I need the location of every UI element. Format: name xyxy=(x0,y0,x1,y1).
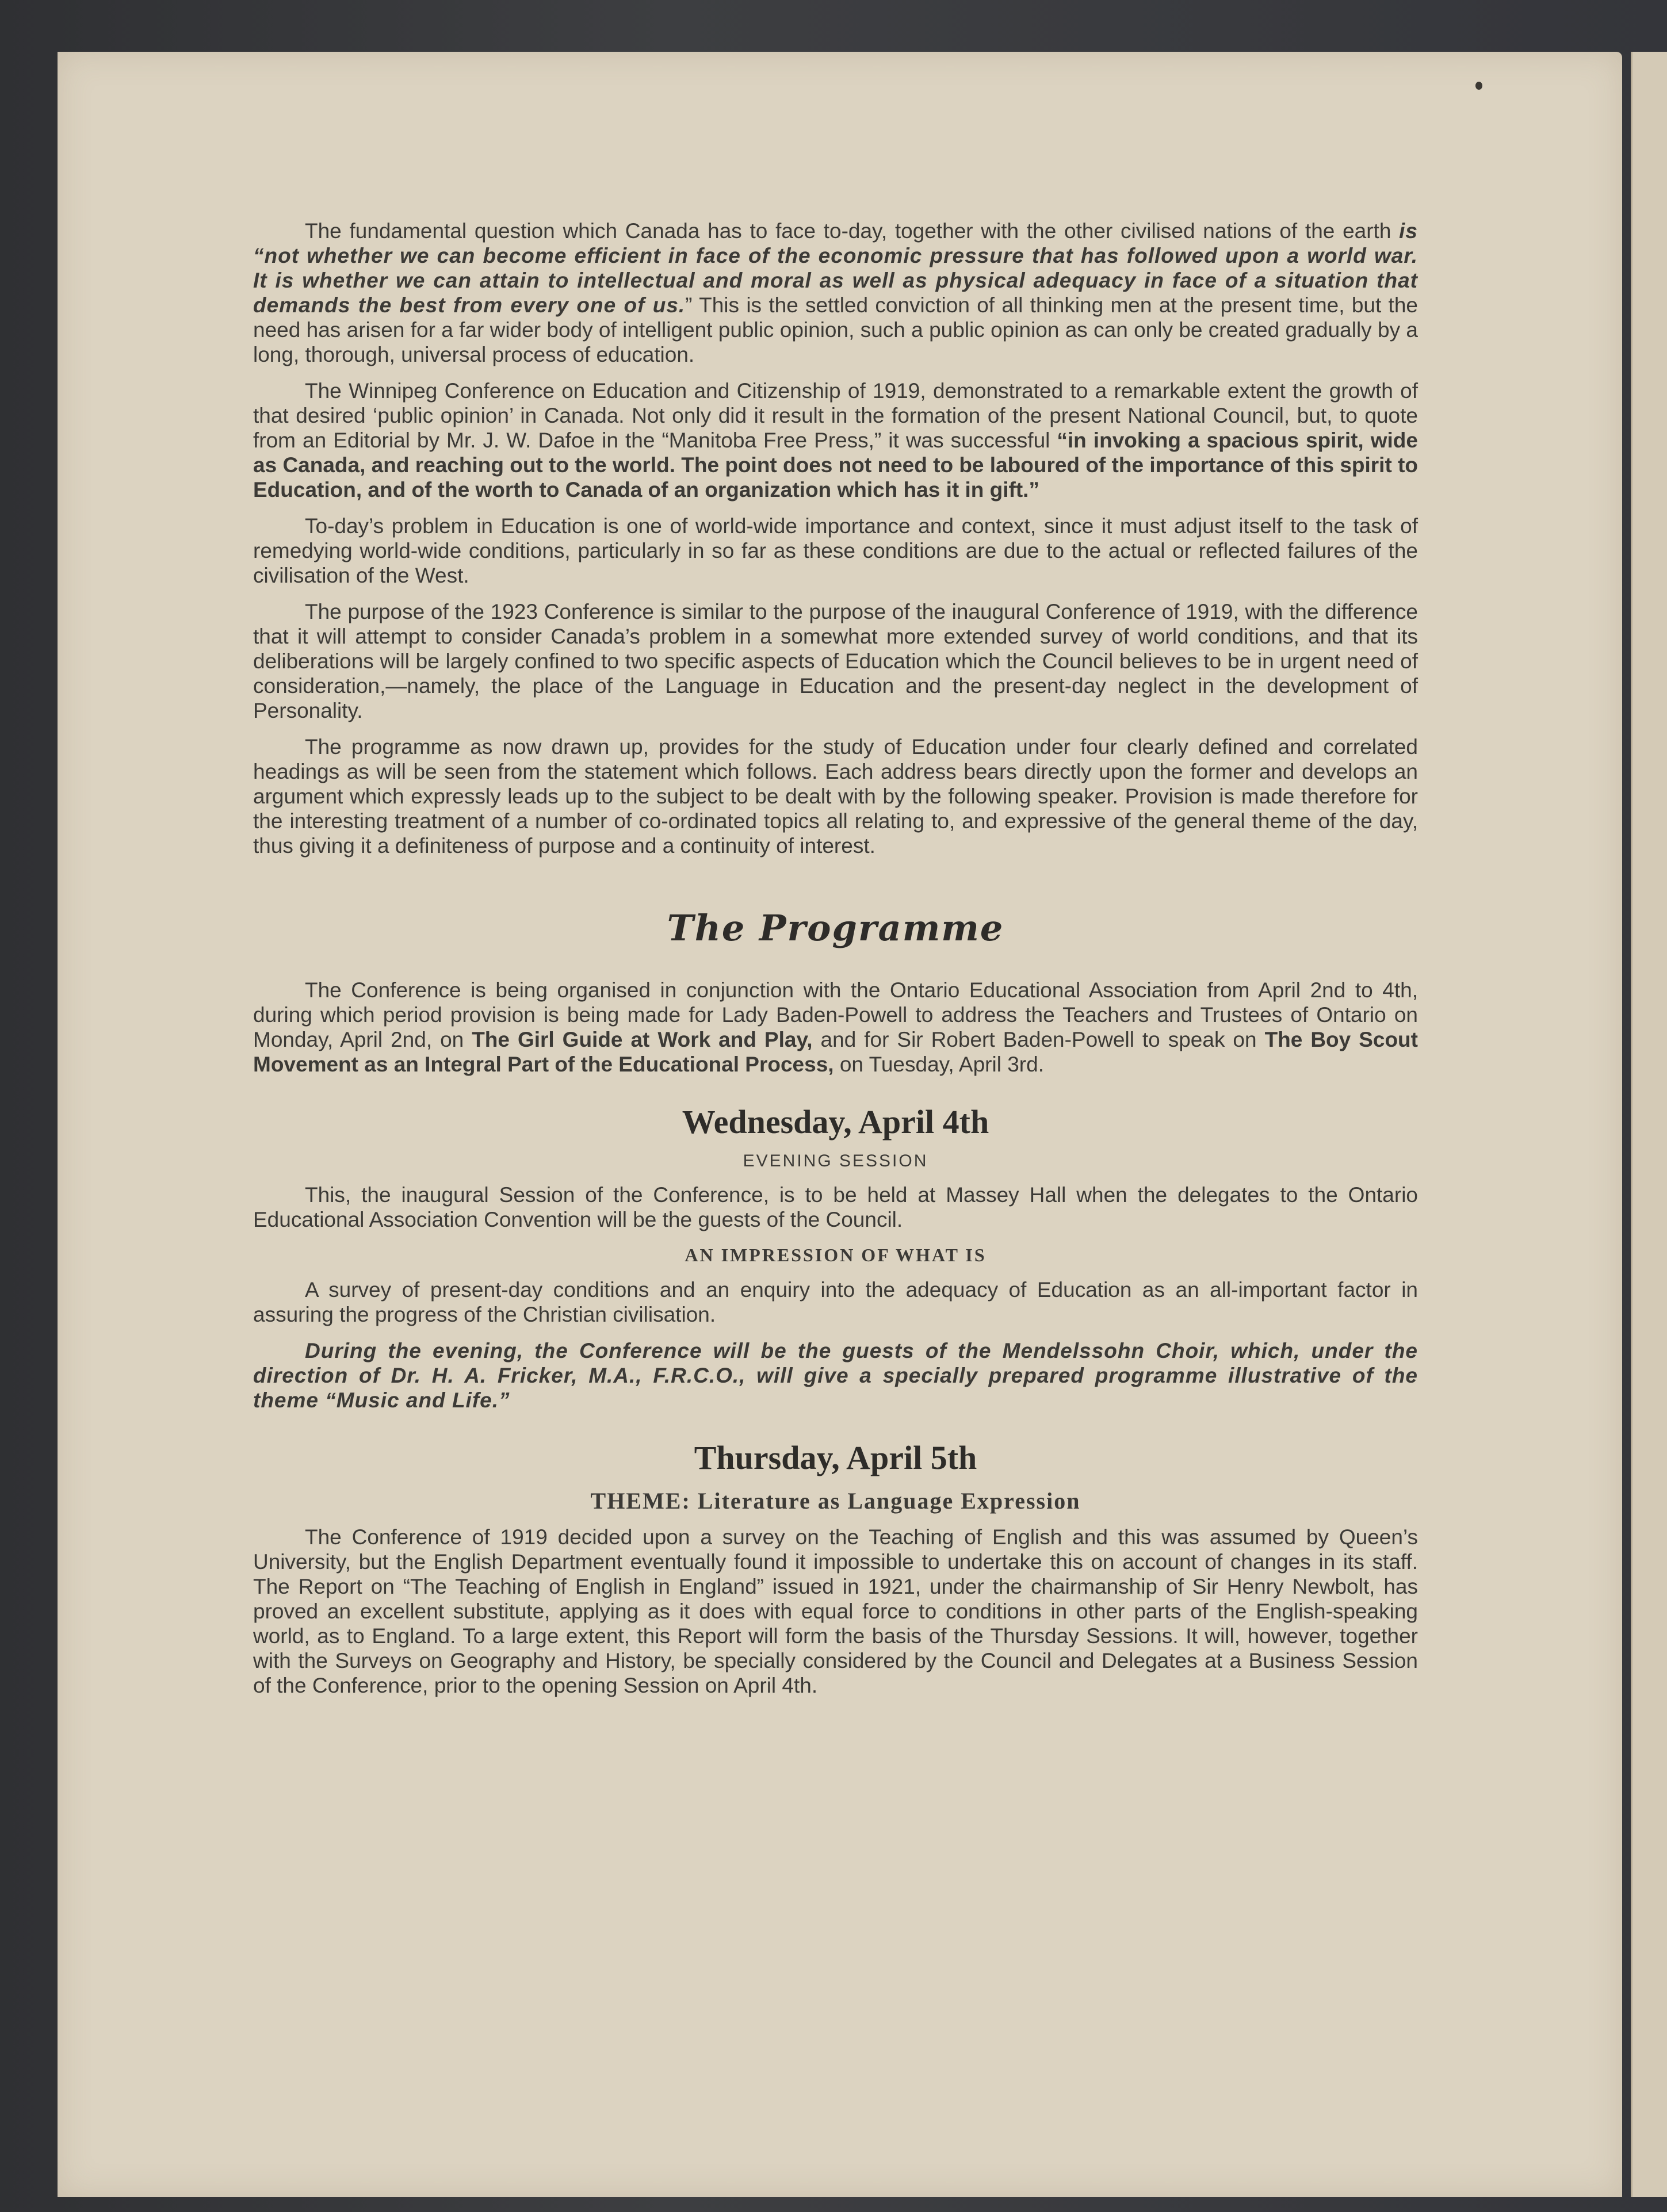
theme-heading: THEME: Literature as Language Expression xyxy=(590,1488,1081,1514)
talk-title: The Girl Guide at Work and Play, xyxy=(472,1028,813,1051)
paragraph-purpose-1923: The purpose of the 1923 Conference is similar to the purpose of the inaugural Conference of 1919, with the difference that it will attempt to consider Canada’s problem in a somewhat more extended survey of world conditions, and that its deliberations will be largely confined to two specific aspects of Education which the Council believes to be in urgent need of consideration,—namely, the place of the Language in Education and the present-day neglect in the development of Personality. xyxy=(253,600,1418,722)
paragraph-mendelssohn-choir: During the evening, the Conference will be the guests of the Mendelssohn Choir, which, under the direction of Dr. H. A. Fricker, M.A., F.R.C.O., will give a specially prepared programme illustrative of the theme “Music and Life.” xyxy=(253,1339,1418,1412)
paragraph-survey: A survey of present-day conditions and an enquiry into the adequacy of Education as an all-important factor in assuring the progress of the Christian civilisation. xyxy=(253,1278,1418,1326)
paragraph-conference-organised xyxy=(253,978,1418,1077)
paragraph-todays-problem: To-day’s problem in Education is one of world-wide importance and context, since it must adjust itself to the task of remedying world-wide conditions, particularly in so far as these conditions are due to the actual or reflected failures of the civilisation of the West. xyxy=(253,514,1418,587)
impression-subheading: AN IMPRESSION OF WHAT IS xyxy=(685,1245,987,1265)
paragraph-conference-1919: The Conference of 1919 decided upon a survey on the Teaching of English and this was assumed by Queen’s University, but the English Department eventually found it impossible to undertake this on account of changes in its staff. The Report on “The Teaching of English in England” issued in 1921, under the chairmanship of Sir Henry Newbolt, has proved an excellent substitute, applying as it does with equal force to conditions in other parts of the English-speaking world, as to England. To a large extent, this Report will form the basis of the Thursday Sessions. It will, however, together with the Surveys on Geography and History, be specially considered by the Council and Delegates at a Business Session of the Conference, prior to the opening Session on April 4th. xyxy=(253,1525,1418,1697)
text-span: and for Sir Robert Baden-Powell to speak on xyxy=(812,1028,1265,1051)
ink-mark xyxy=(1475,82,1482,90)
next-page-edge xyxy=(1631,52,1667,2197)
text-span: The Conference is being organised in conjunction with the Ontario Educational Association from April 2nd to 4th, during which period provision is being made for Lady Baden-Powell to address the Teachers and Trustees of Ontario on Monday, April 2nd, on xyxy=(253,978,1418,1051)
paragraph-inaugural-session: This, the inaugural Session of the Conference, is to be held at Massey Hall when the delegates to the Ontario Educational Association Convention will be the guests of the Council. xyxy=(253,1183,1418,1231)
emphasis-quote: “in invoking a spacious spirit, wide as Canada, and reaching out to the world. The point does not need to be laboured of the importance of this spirit to Education, and of the worth to Canada of an organization which has it in gift.” xyxy=(253,428,1418,502)
paragraph-winnipeg-conference xyxy=(253,378,1418,502)
paragraph-programme-drawn-up: The programme as now drawn up, provides for the study of Education under four clearly defined and correlated headings as will be seen from the statement which follows. Each address bears directly upon the former and develops an argument which expressly leads up to the subject to be dealt with by the following speaker. Provision is made therefore for the interesting treatment of a number of co-ordinated topics all relating to, and expressive of the general theme of the day, thus giving it a definiteness of purpose and a continuity of interest. xyxy=(253,735,1418,858)
text-span: The fundamental question which Canada has to face to-day, together with the other civilised nations of the earth xyxy=(305,219,1400,243)
text-span: The Winnipeg Conference on Education and Citizenship of 1919, demonstrated to a remarkable extent the growth of that desired ‘public opinion’ in Canada. Not only did it result in the formation of the present National Council, but, to quote from an Editorial by Mr. J. W. Dafoe in the “Manitoba Free Press,” it was successful xyxy=(253,379,1418,452)
thursday-heading: Thursday, April 5th xyxy=(694,1439,977,1476)
text-span: ” This is the settled conviction of all thinking men at the present time, but the need has arisen for a far wider body of intelligent public opinion, such a public opinion as can only be created gradually by a long, thorough, universal process of education. xyxy=(253,293,1418,366)
page-content xyxy=(253,219,1418,1709)
paragraph-fundamental-question xyxy=(253,219,1418,367)
text-span: on Tuesday, April 3rd. xyxy=(834,1053,1044,1076)
programme-heading: The Programme xyxy=(667,907,1004,949)
wednesday-heading: Wednesday, April 4th xyxy=(682,1103,989,1141)
evening-session-label: EVENING SESSION xyxy=(743,1151,928,1170)
emphasis-quote: is “not whether we can become efficient in face of the economic pressure that has followed upon a world war. It is whether we can attain to intellectual and moral as well as physical adequacy in face of a situation that demands the best from every one of us. xyxy=(253,219,1418,317)
talk-title: The Boy Scout Movement as an Integral Part of the Educational Process, xyxy=(253,1028,1418,1076)
